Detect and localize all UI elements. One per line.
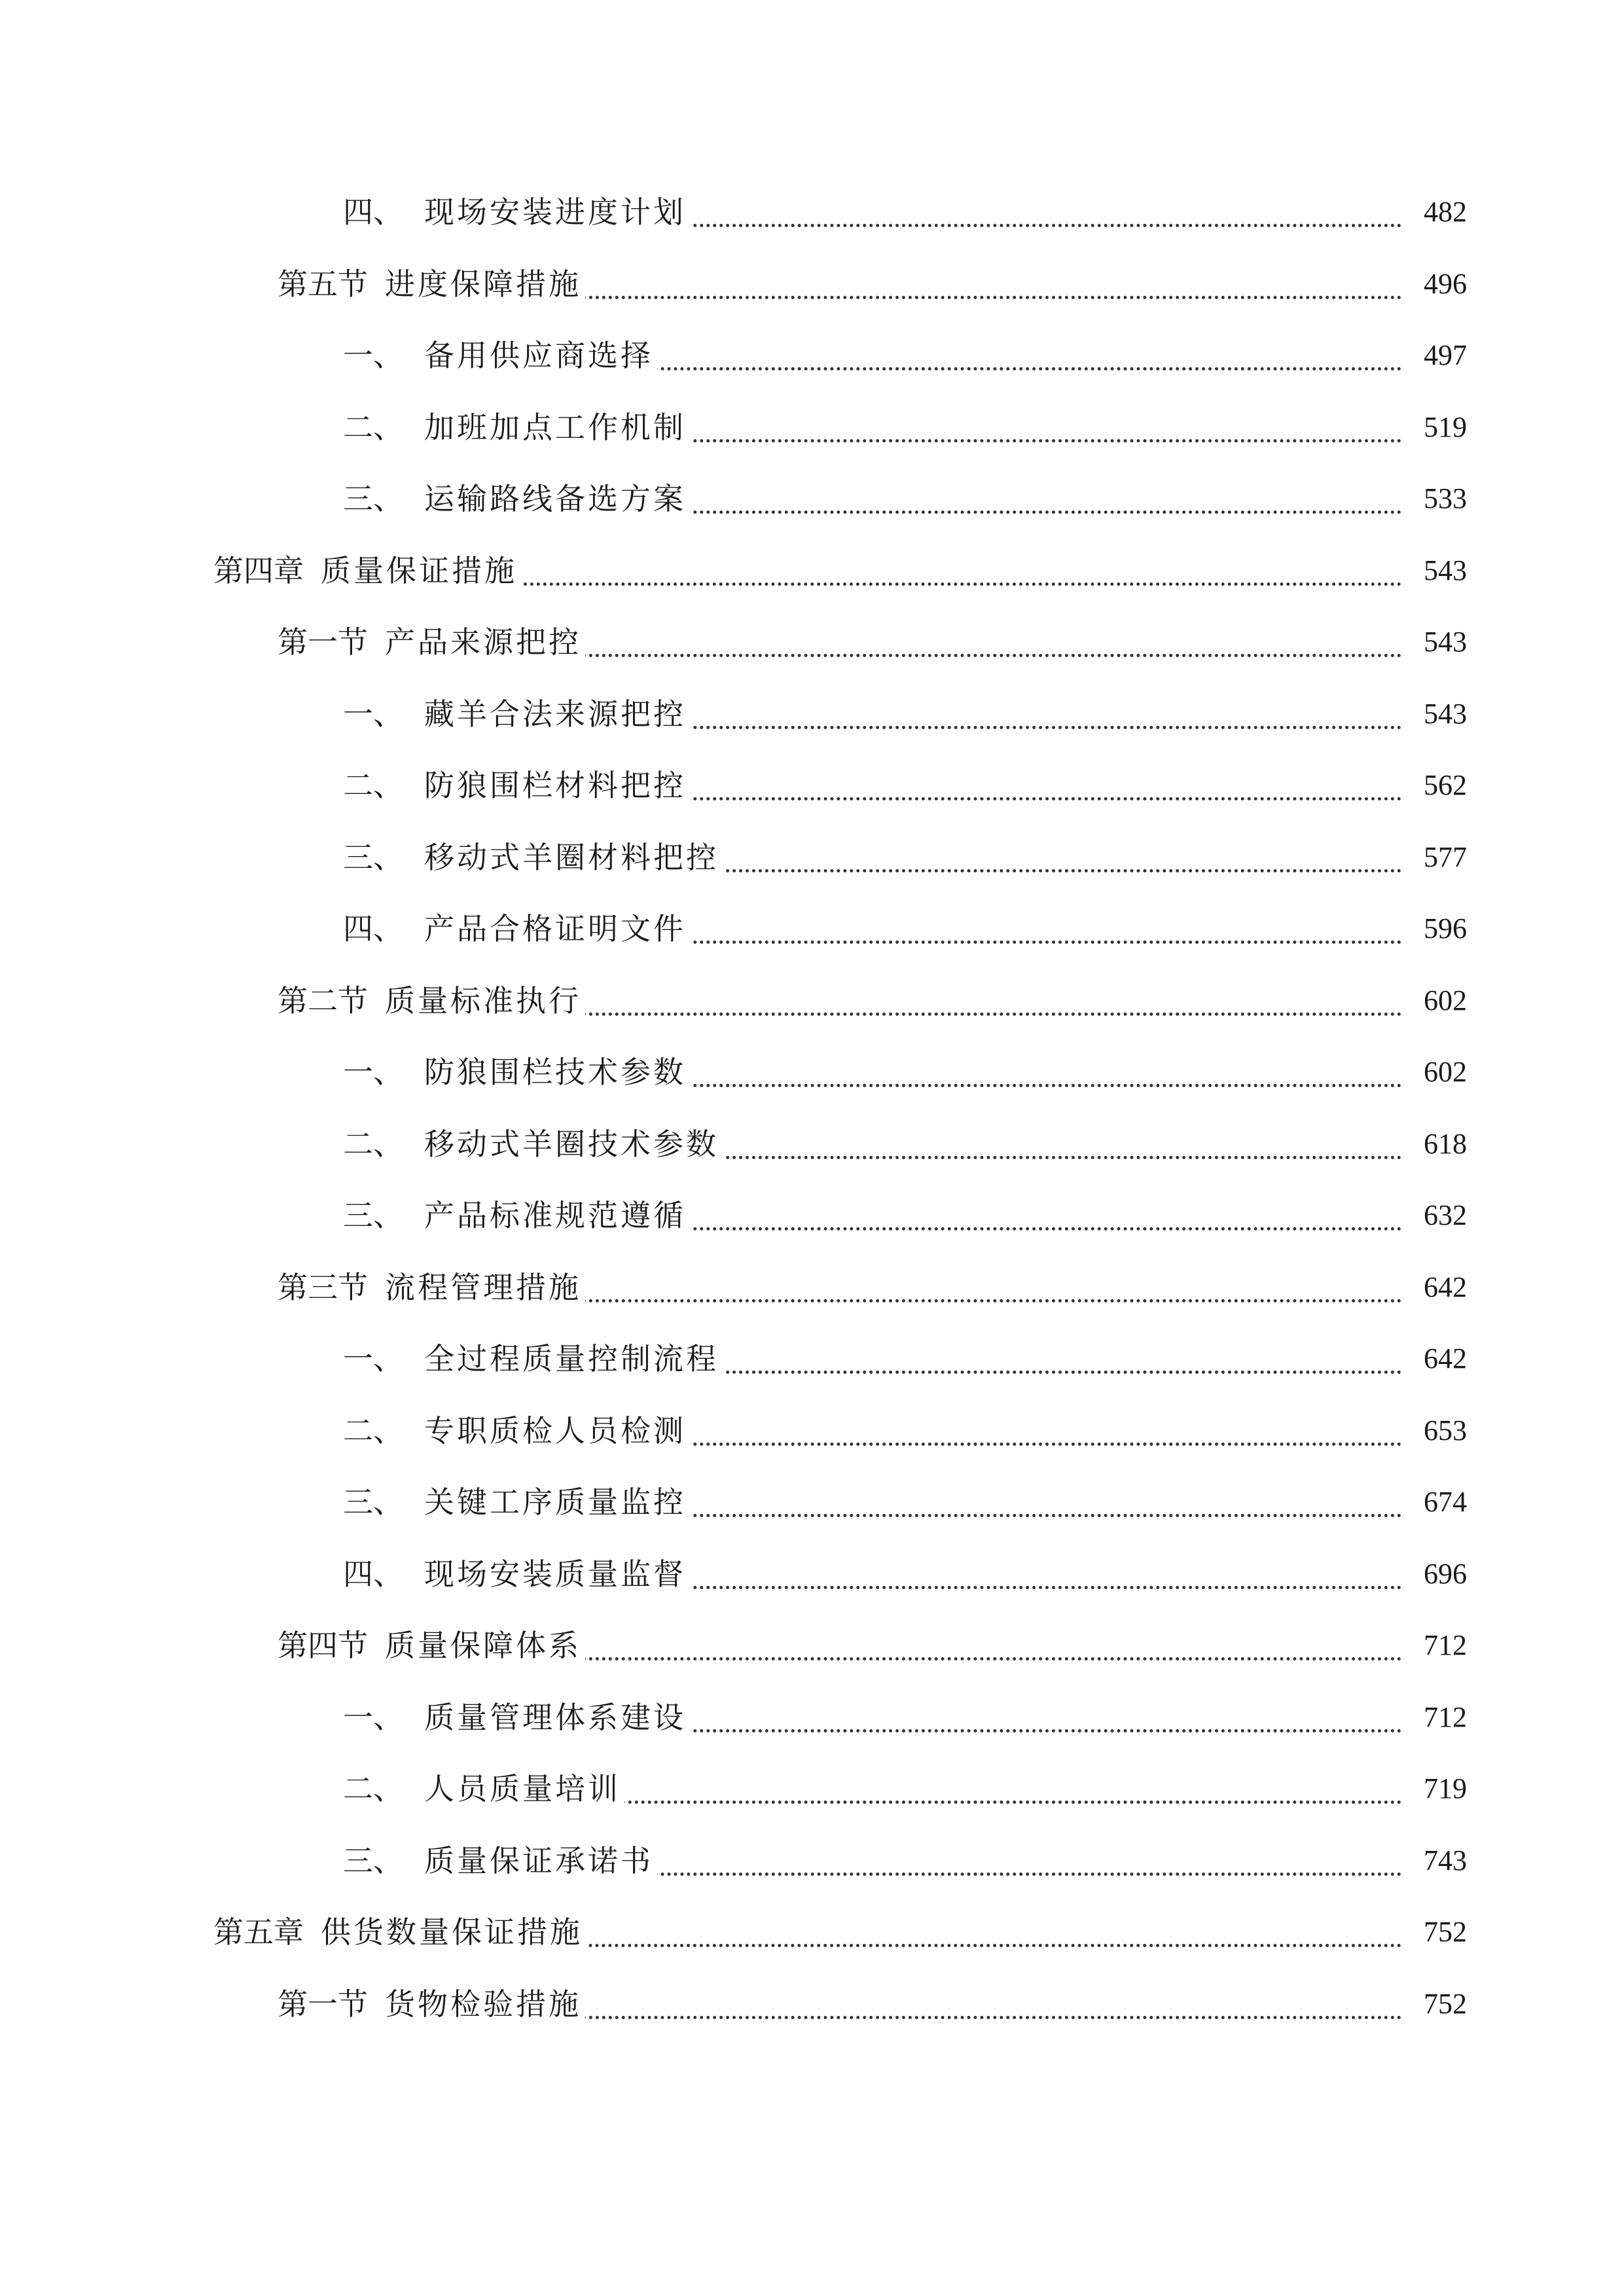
- toc-entry-title: 人员质量培训: [424, 1771, 621, 1806]
- toc-entry-page-number: 752: [1417, 1912, 1467, 1952]
- toc-entry-page-number: 533: [1417, 479, 1467, 518]
- dot-leader: [576, 1977, 1401, 2019]
- toc-entry-title: 质量管理体系建设: [424, 1699, 686, 1735]
- toc-entry-page-number: 602: [1417, 1052, 1467, 1092]
- toc-entry-page-number: 618: [1417, 1124, 1467, 1164]
- toc-entry-page-number: 743: [1417, 1841, 1467, 1880]
- toc-entry-number: 二、: [343, 409, 403, 445]
- toc-entry[interactable]: [0, 611, 1624, 683]
- toc-entry-page-number: 543: [1417, 622, 1467, 662]
- dot-leader: [576, 1618, 1401, 1660]
- toc-entry-number: 二、: [343, 1771, 403, 1806]
- toc-entry-page-number: 696: [1417, 1554, 1467, 1594]
- toc-entry-page-number: 482: [1417, 192, 1467, 232]
- toc-entry-number: 三、: [343, 1198, 403, 1233]
- toc-entry[interactable]: [0, 1973, 1624, 2045]
- toc-entry[interactable]: [0, 1327, 1624, 1399]
- dot-leader: [589, 687, 1401, 729]
- toc-entry-number: 四、: [343, 194, 403, 230]
- toc-entry-title: 进度保障措施: [385, 266, 581, 302]
- dot-leader: [589, 1403, 1401, 1446]
- toc-entry-title: 流程管理措施: [385, 1269, 581, 1305]
- toc-entry[interactable]: [0, 1901, 1624, 1973]
- toc-entry-page-number: 653: [1417, 1411, 1467, 1450]
- toc-entry[interactable]: [0, 539, 1624, 611]
- toc-entry[interactable]: [0, 1757, 1624, 1829]
- toc-entry-title: 产品合格证明文件: [424, 911, 686, 946]
- toc-entry-title: 现场安装进度计划: [424, 194, 686, 230]
- toc-entry[interactable]: [0, 1686, 1624, 1758]
- dot-leader: [589, 901, 1401, 944]
- toc-entry-label: [343, 1196, 690, 1235]
- toc-entry-label: [343, 1124, 723, 1164]
- dot-leader: [589, 1475, 1401, 1517]
- toc-entry-label: [278, 622, 585, 662]
- toc-entry-page-number: 632: [1417, 1196, 1467, 1235]
- toc-entry-page-number: 642: [1417, 1339, 1467, 1378]
- toc-entry-title: 产品标准规范遵循: [424, 1198, 686, 1233]
- toc-entry[interactable]: [0, 897, 1624, 969]
- toc-entry[interactable]: [0, 396, 1624, 468]
- toc-entry-number: 二、: [343, 1412, 403, 1448]
- toc-entry-label: [343, 336, 657, 375]
- toc-entry-label: [343, 1339, 723, 1378]
- toc-entry-label: [343, 766, 690, 805]
- toc-entry-page-number: 562: [1417, 766, 1467, 805]
- dot-leader: [589, 1045, 1401, 1087]
- toc-entry-title: 关键工序质量监控: [424, 1484, 686, 1520]
- toc-entry-label: [213, 1912, 586, 1952]
- toc-entry-title: 备用供应商选择: [424, 338, 653, 373]
- toc-entry-title: 质量标准执行: [385, 982, 581, 1018]
- toc-entry-title: 质量保障体系: [385, 1628, 581, 1663]
- toc-entry-label: [343, 838, 723, 877]
- toc-entry[interactable]: [0, 1829, 1624, 1901]
- toc-entry[interactable]: [0, 826, 1624, 898]
- toc-entry-label: [343, 479, 690, 518]
- toc-entry-title: 质量保证措施: [321, 552, 517, 588]
- toc-entry-number: 第三节: [278, 1269, 368, 1305]
- toc-entry-title: 防狼围栏技术参数: [424, 1054, 686, 1090]
- toc-entry-page-number: 602: [1417, 981, 1467, 1020]
- toc-entry-label: [278, 1626, 585, 1665]
- toc-entry-page-number: 719: [1417, 1769, 1467, 1808]
- toc-entry-page-number: 496: [1417, 264, 1467, 304]
- toc-entry-number: 四、: [343, 1556, 403, 1592]
- toc-entry-page-number: 712: [1417, 1698, 1467, 1737]
- toc-entry[interactable]: [0, 181, 1624, 253]
- toc-entry-number: 一、: [343, 1341, 403, 1376]
- dot-leader: [589, 1690, 1401, 1732]
- toc-entry-number: 四、: [343, 911, 403, 946]
- dot-leader: [589, 1761, 1401, 1804]
- dot-leader: [576, 973, 1401, 1016]
- toc-entry-title: 质量保证承诺书: [424, 1842, 653, 1878]
- toc-entry-label: [343, 1841, 657, 1880]
- dot-leader: [589, 1188, 1401, 1230]
- toc-entry-label: [343, 1769, 624, 1808]
- toc-entry-label: [278, 264, 585, 304]
- toc-entry-title: 现场安装质量监督: [424, 1556, 686, 1592]
- toc-entry-number: 二、: [343, 768, 403, 803]
- toc-entry[interactable]: [0, 1543, 1624, 1615]
- toc-entry[interactable]: [0, 1184, 1624, 1256]
- dot-leader: [511, 543, 1401, 586]
- toc-entry[interactable]: [0, 324, 1624, 396]
- toc-entry-label: [278, 1268, 585, 1307]
- toc-entry-number: 第二节: [278, 982, 368, 1018]
- dot-leader: [576, 257, 1401, 299]
- toc-entry-page-number: 712: [1417, 1626, 1467, 1665]
- toc-entry-label: [278, 1984, 585, 2024]
- dot-leader: [589, 758, 1401, 800]
- toc-entry-title: 全过程质量控制流程: [424, 1341, 719, 1376]
- toc-entry-number: 二、: [343, 1126, 403, 1162]
- toc-entry-label: [343, 909, 690, 948]
- toc-entry-number: 第四章: [213, 552, 304, 588]
- toc-entry-number: 一、: [343, 696, 403, 732]
- toc-entry-label: [343, 1482, 690, 1522]
- dot-leader: [589, 1833, 1401, 1876]
- toc-entry[interactable]: [0, 1041, 1624, 1113]
- toc-entry-page-number: 577: [1417, 838, 1467, 877]
- toc-entry-page-number: 519: [1417, 408, 1467, 447]
- toc-entry-page-number: 497: [1417, 336, 1467, 375]
- toc-entry-page-number: 674: [1417, 1482, 1467, 1522]
- dot-leader: [589, 185, 1401, 227]
- toc-entry-title: 供货数量保证措施: [321, 1914, 583, 1950]
- toc-entry-title: 产品来源把控: [385, 624, 581, 660]
- toc-entry-title: 货物检验措施: [385, 1986, 581, 2022]
- dot-leader: [576, 1260, 1401, 1302]
- dot-leader: [589, 1547, 1401, 1589]
- toc-entry-number: 第五节: [278, 266, 368, 302]
- toc-entry[interactable]: [0, 1614, 1624, 1686]
- toc-entry-number: 三、: [343, 1842, 403, 1878]
- toc-entry-label: [278, 981, 585, 1020]
- toc-entry-number: 一、: [343, 1054, 403, 1090]
- dot-leader: [511, 1905, 1401, 1947]
- toc-entry-number: 第一节: [278, 624, 368, 660]
- toc-entry-label: [343, 408, 690, 447]
- toc-entry-label: [343, 1052, 690, 1092]
- toc-entry-page-number: 543: [1417, 551, 1467, 590]
- toc-entry-title: 运输路线备选方案: [424, 481, 686, 516]
- dot-leader: [589, 471, 1401, 514]
- toc-entry[interactable]: [0, 1399, 1624, 1471]
- toc-entry-title: 专职质检人员检测: [424, 1412, 686, 1448]
- toc-entry-title: 移动式羊圈技术参数: [424, 1126, 719, 1162]
- toc-entry-number: 第一节: [278, 1986, 368, 2022]
- toc-entry-label: [343, 694, 690, 734]
- table-of-contents: [0, 181, 1624, 2044]
- dot-leader: [576, 615, 1401, 657]
- toc-entry-page-number: 596: [1417, 909, 1467, 948]
- toc-entry-number: 一、: [343, 1699, 403, 1735]
- toc-entry[interactable]: [0, 683, 1624, 755]
- toc-entry-page-number: 752: [1417, 1984, 1467, 2024]
- toc-entry[interactable]: [0, 1256, 1624, 1328]
- toc-entry[interactable]: [0, 467, 1624, 539]
- toc-entry-title: 藏羊合法来源把控: [424, 696, 686, 732]
- toc-entry-label: [343, 192, 690, 232]
- toc-entry-label: [343, 1698, 690, 1737]
- toc-entry-page-number: 543: [1417, 694, 1467, 734]
- toc-entry[interactable]: [0, 969, 1624, 1041]
- toc-entry-number: 第五章: [213, 1914, 304, 1950]
- toc-entry[interactable]: [0, 253, 1624, 325]
- toc-entry-number: 三、: [343, 1484, 403, 1520]
- toc-entry-title: 移动式羊圈材料把控: [424, 839, 719, 875]
- toc-entry-title: 加班加点工作机制: [424, 409, 686, 445]
- toc-entry[interactable]: [0, 754, 1624, 826]
- toc-entry-number: 第四节: [278, 1628, 368, 1663]
- toc-entry-number: 三、: [343, 481, 403, 516]
- dot-leader: [589, 328, 1401, 370]
- toc-entry-label: [343, 1411, 690, 1450]
- toc-entry-page-number: 642: [1417, 1268, 1467, 1307]
- toc-entry-label: [343, 1554, 690, 1594]
- toc-entry-title: 防狼围栏材料把控: [424, 768, 686, 803]
- dot-leader: [589, 400, 1401, 442]
- toc-entry-label: [213, 551, 521, 590]
- toc-entry[interactable]: [0, 1471, 1624, 1543]
- toc-entry-number: 三、: [343, 839, 403, 875]
- toc-entry[interactable]: [0, 1113, 1624, 1185]
- toc-entry-number: 一、: [343, 338, 403, 373]
